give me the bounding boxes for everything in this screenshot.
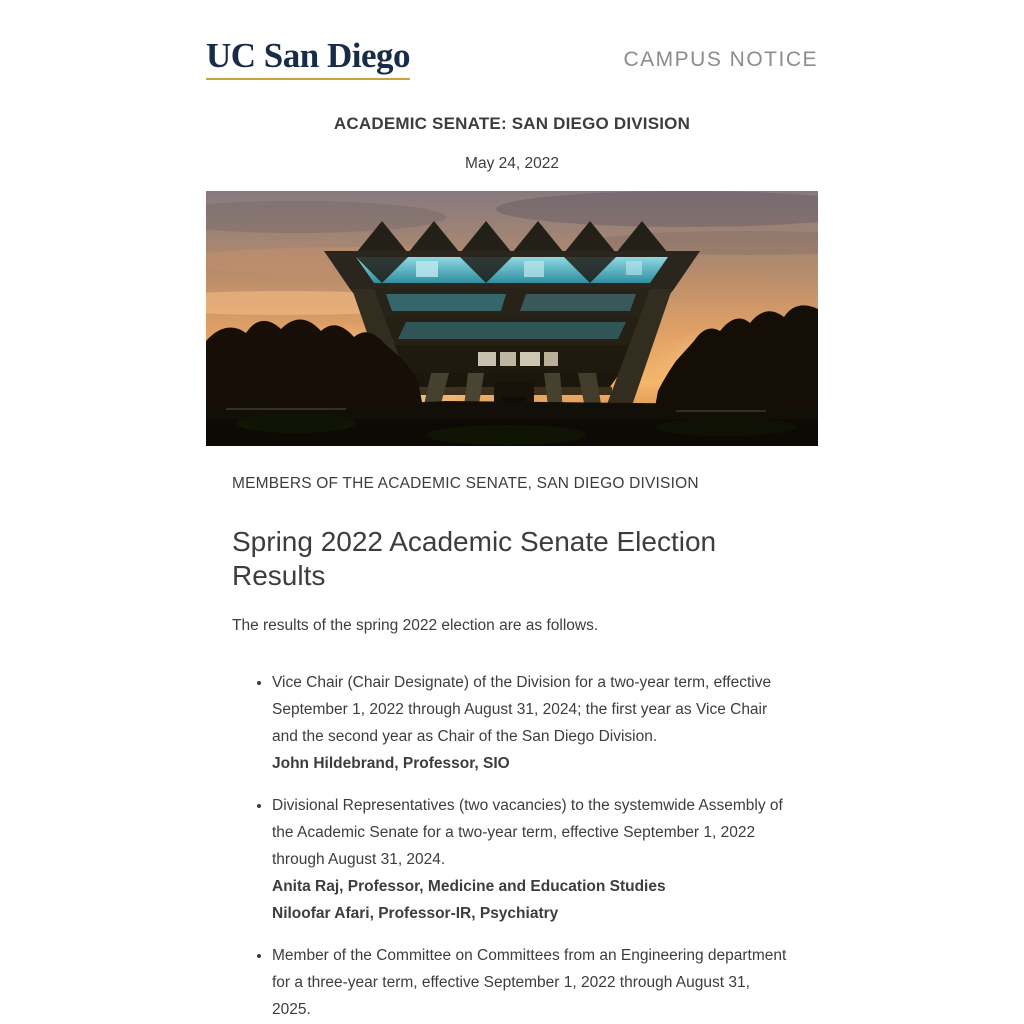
electee-name: Anita Raj, Professor, Medicine and Education Studies — [272, 878, 666, 895]
result-description: • Divisional Representatives (two vacancies) to the systemwide Assembly of the Academic Senate for a two-year term, effective September 1, 2022 through August 31, 2024. — [272, 797, 783, 868]
electee-name: John Hildebrand, Professor, SIO — [272, 755, 510, 772]
election-results-list — [232, 669, 792, 1023]
article-title: Spring 2022 Academic Senate Election Results — [232, 526, 717, 591]
result-description: • Vice Chair (Chair Designate) of the Division for a two-year term, effective September 1, 2022 through August 31, 2024; the first year as Vice Chair and the second year as Chair of the San Diego Division. — [272, 674, 772, 745]
page-header — [206, 0, 818, 80]
result-item-vice-chair — [272, 669, 792, 777]
article-intro: The results of the spring 2022 election are as follows. — [232, 617, 599, 634]
geisel-library-sunset-photo — [206, 191, 818, 446]
campus-notice-label: CAMPUS NOTICE — [623, 48, 818, 71]
notice-article — [206, 470, 818, 1023]
ucsd-logo: UC San Diego — [206, 38, 410, 80]
masthead-org-title: ACADEMIC SENATE: SAN DIEGO DIVISION — [333, 114, 691, 133]
result-electees — [272, 873, 792, 927]
campus-notice-page — [206, 0, 818, 1023]
masthead-date: May 24, 2022 — [465, 155, 559, 172]
result-item-divisional-representatives — [272, 792, 792, 927]
result-electees — [272, 750, 792, 777]
salutation: MEMBERS OF THE ACADEMIC SENATE, SAN DIEGO DIVISION — [232, 475, 699, 492]
electee-name: Niloofar Afari, Professor-IR, Psychiatry — [272, 905, 559, 922]
result-item-committee-on-committees — [272, 942, 792, 1023]
result-description: • Member of the Committee on Committees from an Engineering department for a three-year term, effective September 1, 2022 through August 31, 2025. — [272, 947, 787, 1018]
